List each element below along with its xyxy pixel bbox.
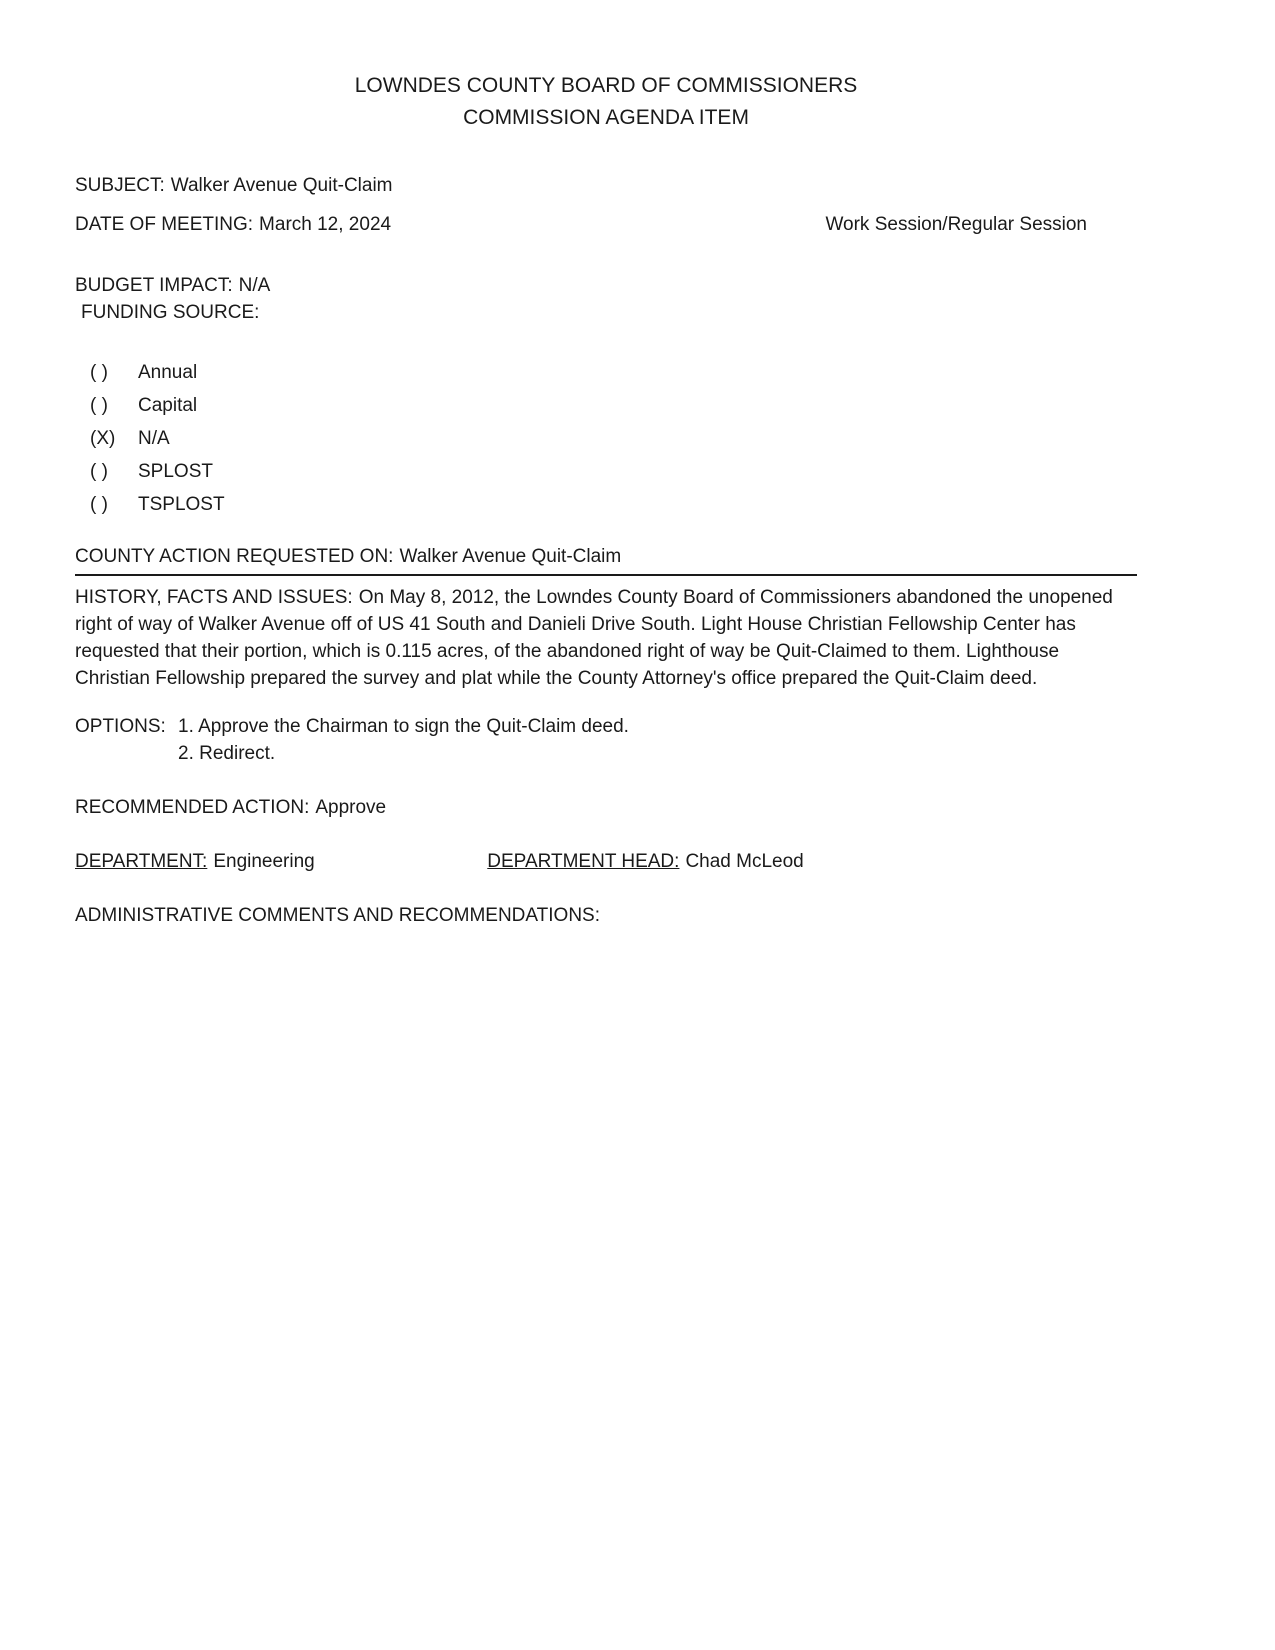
- checkbox-annual: ( ): [90, 362, 108, 383]
- funding-option-annual: [90, 356, 1137, 389]
- document-title-line2: COMMISSION AGENDA ITEM: [463, 106, 749, 129]
- options-label: OPTIONS:: [75, 716, 166, 737]
- department-label: DEPARTMENT:: [75, 851, 208, 872]
- recommended-action-row: [75, 794, 1137, 821]
- checkbox-tsplost: ( ): [90, 494, 108, 515]
- recommended-action-label: RECOMMENDED ACTION:: [75, 797, 310, 818]
- options-row: [75, 713, 1137, 767]
- subject-value: Walker Avenue Quit-Claim: [170, 175, 393, 196]
- department-cell: [75, 848, 482, 875]
- budget-value: N/A: [238, 275, 271, 296]
- history-text: On May 8, 2012, the Lowndes County Board of Commissioners abandoned the unopened right of way of Walker Avenue off of US 41 South and Danieli Drive South. Light House Christian Fellowship Center has requested that their portion, which is 0.115 acres, of the abandoned right of way be Quit-Claimed to them. Lighthouse Christian Fellowship prepared the survey and plat while the County Attorney's office prepared the Quit-Claim deed.: [75, 587, 1113, 689]
- funding-options-list: [75, 356, 1137, 521]
- funding-option-na: [90, 422, 1137, 455]
- department-head-cell: [487, 851, 803, 872]
- funding-option-tsplost: [90, 488, 1137, 521]
- department-head-value: Chad McLeod: [685, 851, 804, 872]
- history-facts-paragraph: [75, 584, 1137, 692]
- funding-option-label: N/A: [138, 428, 170, 449]
- checkbox-splost: ( ): [90, 461, 108, 482]
- admin-comments-label: ADMINISTRATIVE COMMENTS AND RECOMMENDATIONS:: [75, 905, 600, 926]
- document-title-line1: LOWNDES COUNTY BOARD OF COMMISSIONERS: [354, 74, 858, 97]
- history-label: HISTORY, FACTS AND ISSUES:: [75, 587, 353, 608]
- department-head-label: DEPARTMENT HEAD:: [487, 851, 680, 872]
- agenda-document: [75, 0, 1137, 929]
- county-action-row: [75, 543, 1137, 576]
- funding-option-label: Annual: [138, 362, 198, 383]
- budget-label: BUDGET IMPACT:: [75, 275, 233, 296]
- funding-source-row: [75, 299, 1137, 326]
- date-row: [75, 211, 1137, 238]
- date-of-meeting: [75, 211, 391, 238]
- subject-row: [75, 172, 1137, 199]
- option-item-1: 1. Approve the Chairman to sign the Quit-Claim deed.: [178, 716, 629, 737]
- department-row: [75, 848, 1137, 875]
- funding-option-capital: [90, 389, 1137, 422]
- session-type: Work Session/Regular Session: [825, 214, 1087, 235]
- funding-source-label: FUNDING SOURCE:: [81, 302, 260, 323]
- funding-option-splost: [90, 455, 1137, 488]
- checkbox-capital: ( ): [90, 395, 108, 416]
- document-title: [75, 70, 1137, 134]
- checkbox-na-checked: (X): [90, 428, 116, 449]
- recommended-action-value: Approve: [315, 797, 387, 818]
- department-value: Engineering: [213, 851, 315, 872]
- budget-row: [75, 272, 1137, 299]
- funding-option-label: SPLOST: [138, 461, 213, 482]
- date-value: March 12, 2024: [259, 214, 392, 235]
- funding-option-label: TSPLOST: [138, 494, 225, 515]
- option-item-2: 2. Redirect.: [178, 743, 276, 764]
- subject-label: SUBJECT:: [75, 175, 165, 196]
- funding-option-label: Capital: [138, 395, 198, 416]
- county-action-label: COUNTY ACTION REQUESTED ON:: [75, 546, 394, 567]
- admin-comments-row: [75, 902, 1137, 929]
- options-items: [178, 713, 629, 767]
- date-label: DATE OF MEETING:: [75, 214, 254, 235]
- county-action-value: Walker Avenue Quit-Claim: [399, 546, 622, 567]
